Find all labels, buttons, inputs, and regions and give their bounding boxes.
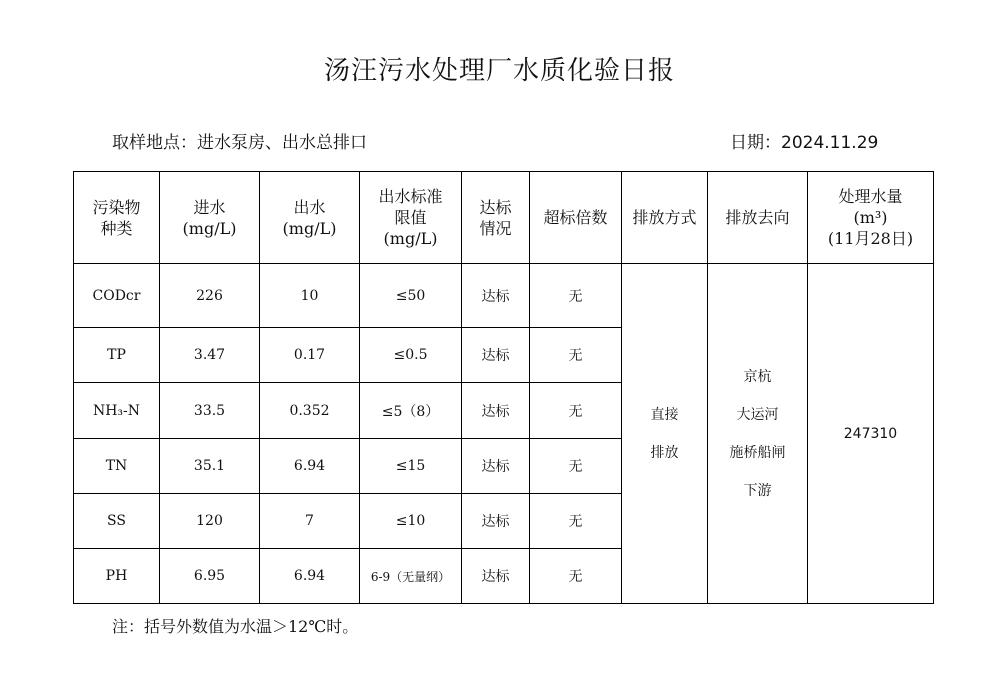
discharge-method-cell: 直接 排放 (622, 264, 708, 604)
exceed-cell: 无 (530, 264, 622, 328)
exceed-cell: 无 (530, 328, 622, 383)
limit-cell: ≤50 (360, 264, 462, 328)
header-exceed-ratio: 超标倍数 (530, 172, 622, 264)
exceed-cell: 无 (530, 549, 622, 604)
pollutant-cell: SS (74, 494, 160, 549)
table-row (74, 264, 934, 328)
limit-cell: 6-9（无量纲） (360, 549, 462, 604)
header-inflow: 进水 (mg/L) (160, 172, 260, 264)
status-cell: 达标 (462, 383, 530, 439)
header-compliance: 达标 情况 (462, 172, 530, 264)
limit-cell: ≤10 (360, 494, 462, 549)
sampling-location: 取样地点：进水泵房、出水总排口 (112, 133, 367, 153)
header-treated-volume: 处理水量 (m³) (11月28日) (808, 172, 934, 264)
outflow-cell: 7 (260, 494, 360, 549)
header-standard-limit: 出水标准 限值 (mg/L) (360, 172, 462, 264)
outflow-cell: 6.94 (260, 439, 360, 494)
limit-cell: ≤0.5 (360, 328, 462, 383)
outflow-cell: 6.94 (260, 549, 360, 604)
pollutant-cell: CODcr (74, 264, 160, 328)
exceed-cell: 无 (530, 494, 622, 549)
status-cell: 达标 (462, 328, 530, 383)
report-date: 日期：2024.11.29 (730, 133, 879, 153)
outflow-cell: 0.17 (260, 328, 360, 383)
exceed-cell: 无 (530, 439, 622, 494)
status-cell: 达标 (462, 439, 530, 494)
footnote: 注：括号外数值为水温＞12℃时。 (112, 617, 359, 636)
outflow-cell: 0.352 (260, 383, 360, 439)
limit-cell: ≤15 (360, 439, 462, 494)
treated-volume-value: 247310 (808, 264, 934, 604)
inflow-cell: 226 (160, 264, 260, 328)
status-cell: 达标 (462, 494, 530, 549)
header-discharge-method: 排放方式 (622, 172, 708, 264)
discharge-destination-cell: 京杭 大运河 施桥船闸 下游 (708, 264, 808, 604)
header-row (74, 172, 934, 264)
inflow-cell: 33.5 (160, 383, 260, 439)
pollutant-cell: NH₃-N (74, 383, 160, 439)
outflow-cell: 10 (260, 264, 360, 328)
status-cell: 达标 (462, 549, 530, 604)
inflow-cell: 6.95 (160, 549, 260, 604)
exceed-cell: 无 (530, 383, 622, 439)
pollutant-cell: TP (74, 328, 160, 383)
report-title: 汤汪污水处理厂水质化验日报 (323, 56, 675, 86)
status-cell: 达标 (462, 264, 530, 328)
limit-cell: ≤5（8） (360, 383, 462, 439)
inflow-cell: 120 (160, 494, 260, 549)
inflow-cell: 3.47 (160, 328, 260, 383)
header-outflow: 出水 (mg/L) (260, 172, 360, 264)
water-quality-table (73, 171, 934, 604)
pollutant-cell: TN (74, 439, 160, 494)
header-discharge-destination: 排放去向 (708, 172, 808, 264)
header-pollutant: 污染物 种类 (74, 172, 160, 264)
inflow-cell: 35.1 (160, 439, 260, 494)
pollutant-cell: PH (74, 549, 160, 604)
